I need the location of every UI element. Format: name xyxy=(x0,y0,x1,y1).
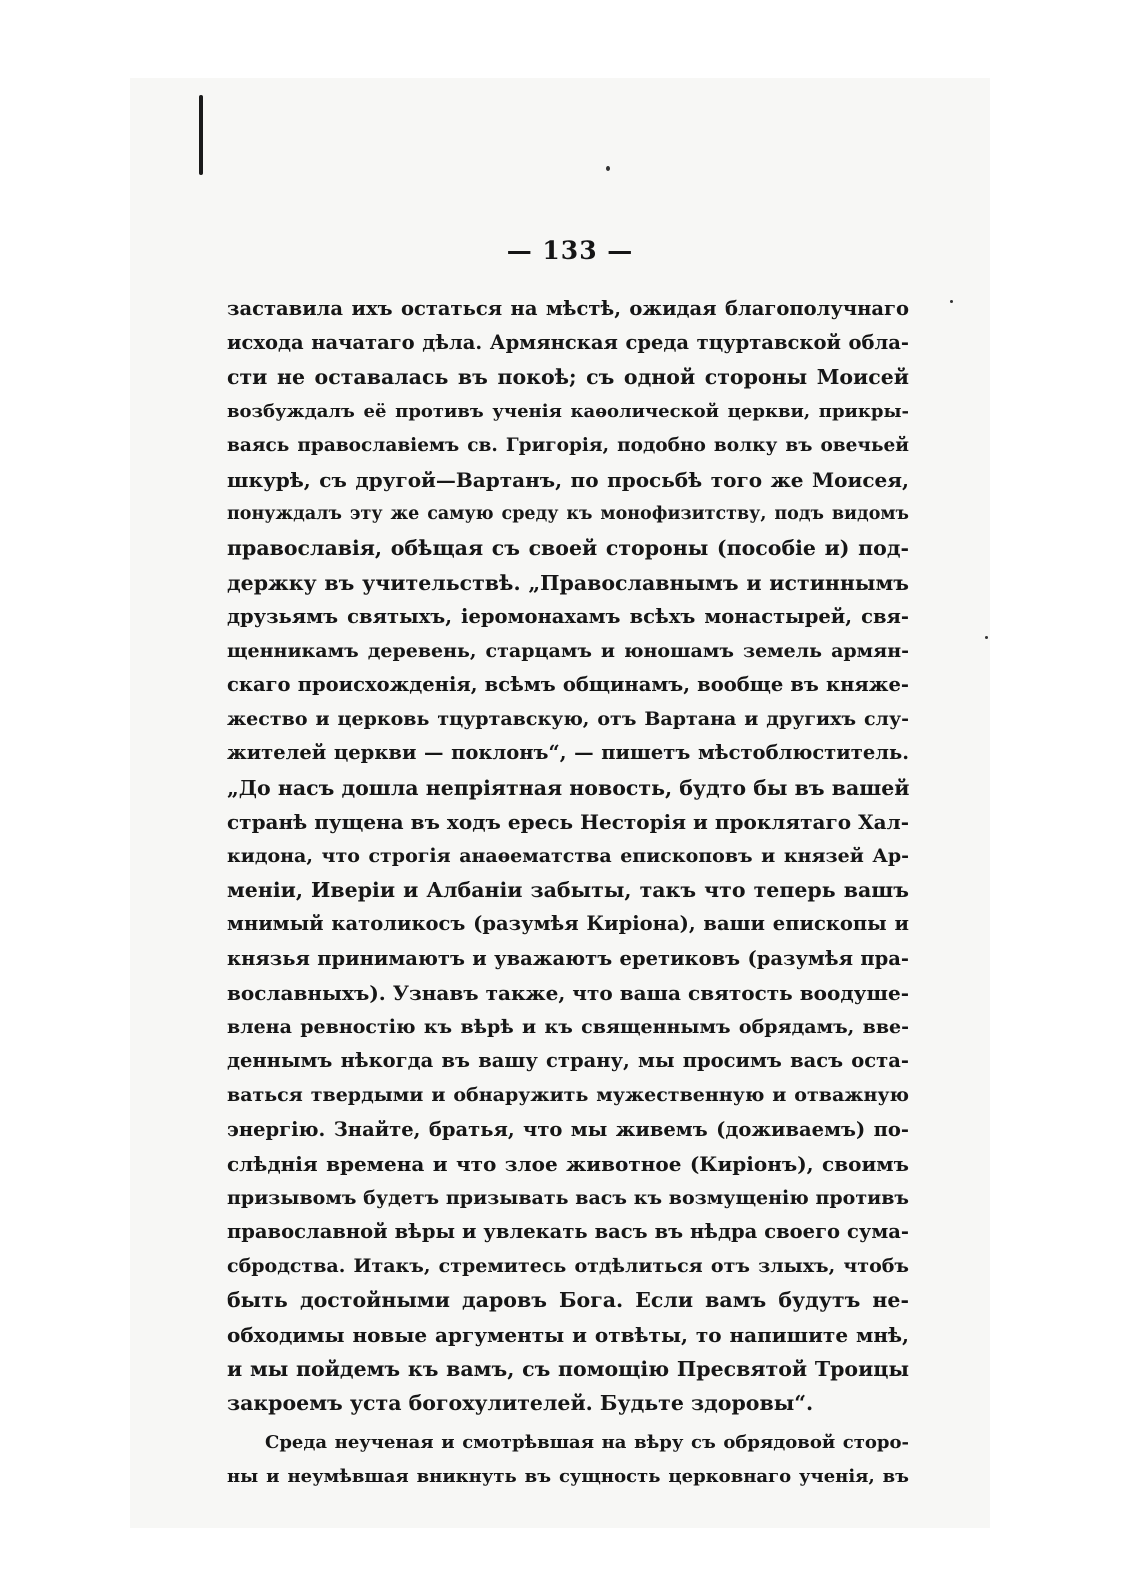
text-line: закроемъ уста богохулителей. Будьте здоровы“. xyxy=(227,1391,814,1415)
text-line: влена ревностію къ вѣрѣ и къ священнымъ обрядамъ, вве- xyxy=(227,1015,909,1038)
binding-mark xyxy=(199,95,203,175)
text-line: православной вѣры и увлекать васъ въ нѣдра своего сума- xyxy=(227,1220,909,1244)
ink-speck xyxy=(606,166,610,171)
paragraph-2 xyxy=(227,1426,909,1494)
text-line: скаго происхожденія, всѣмъ общинамъ, вообще въ княже- xyxy=(227,673,909,697)
text-line: жество и церковь тцуртавскую, отъ Вартана и другихъ слу- xyxy=(227,708,909,731)
text-line: деннымъ нѣкогда въ вашу страну, мы просимъ васъ оста- xyxy=(227,1049,909,1073)
text-line: мнимый католикосъ (разумѣя Киріона), ваши епископы и xyxy=(227,912,909,936)
text-body xyxy=(227,292,909,1495)
text-line: сбродства. Итакъ, стремитесь отдѣлиться отъ злыхъ, чтобъ xyxy=(227,1255,909,1278)
text-line: сти не оставалась въ покоѣ; съ одной стороны Моисей xyxy=(227,365,909,390)
text-line: быть достойными даровъ Бога. Если вамъ будутъ не- xyxy=(227,1288,909,1313)
text-line: друзьямъ святыхъ, іеромонахамъ всѣхъ монастырей, свя- xyxy=(227,604,909,628)
text-line: Среда неученая и смотрѣвшая на вѣру съ обрядовой сторо- xyxy=(265,1432,909,1454)
text-line: странѣ пущена въ ходъ ересь Несторія и проклятаго Хал- xyxy=(227,809,909,834)
text-line: жителей церкви — поклонъ“, — пишетъ мѣстоблюститель. xyxy=(227,741,909,765)
text-line: понуждалъ эту же самую среду къ монофизитству, подъ видомъ xyxy=(227,504,909,525)
text-line: „До насъ дошла непріятная новость, будто бы въ вашей xyxy=(227,775,910,800)
text-line: князья принимаютъ и уважаютъ еретиковъ (разумѣя пра- xyxy=(227,946,909,970)
page-number: — 133 — xyxy=(506,236,634,265)
text-line: кидона, что строгія анаѳематства епископовъ и князей Ар- xyxy=(227,845,909,867)
ink-speck xyxy=(985,636,988,639)
text-line: призывомъ будетъ призывать васъ къ возмущенію противъ xyxy=(227,1186,909,1209)
text-line: держку въ учительствѣ. „Православнымъ и истиннымъ xyxy=(227,570,909,595)
text-line: щенникамъ деревень, старцамъ и юношамъ земель армян- xyxy=(227,639,909,662)
text-line: ны и неумѣвшая вникнуть въ сущность церковнаго ученія, въ xyxy=(227,1466,909,1488)
text-line: ваться твердыми и обнаружить мужественную и отважную xyxy=(227,1084,909,1107)
text-line: обходимы новые аргументы и отвѣты, то напишите мнѣ, xyxy=(227,1322,909,1347)
ink-speck xyxy=(950,300,953,303)
paragraph-1 xyxy=(227,292,909,1420)
text-line: возбуждалъ её противъ ученія каѳолической церкви, прикры- xyxy=(227,400,909,422)
text-line: вославныхъ). Узнавъ также, что ваша святость воодуше- xyxy=(227,980,909,1005)
text-line: меніи, Иверіи и Албаніи забыты, такъ что теперь вашъ xyxy=(227,878,909,903)
text-line: православія, обѣщая съ своей стороны (пособіе и) под- xyxy=(227,536,909,561)
text-line: заставила ихъ остаться на мѣстѣ, ожидая благополучнаго xyxy=(227,297,909,320)
text-line: и мы пойдемъ къ вамъ, съ помощію Пресвятой Троицы xyxy=(227,1356,909,1381)
text-line: исхода начатаго дѣла. Армянская среда тцуртавской обла- xyxy=(227,331,909,355)
text-line: ваясь православіемъ св. Григорія, подобно волку въ овечьей xyxy=(227,434,909,456)
text-line: энергію. Знайте, братья, что мы живемъ (доживаемъ) по- xyxy=(227,1117,909,1141)
text-line: слѣднія времена и что злое животное (Киріонъ), своимъ xyxy=(227,1151,909,1176)
text-line: шкурѣ, съ другой—Вартанъ, по просьбѣ того же Моисея, xyxy=(227,467,909,492)
